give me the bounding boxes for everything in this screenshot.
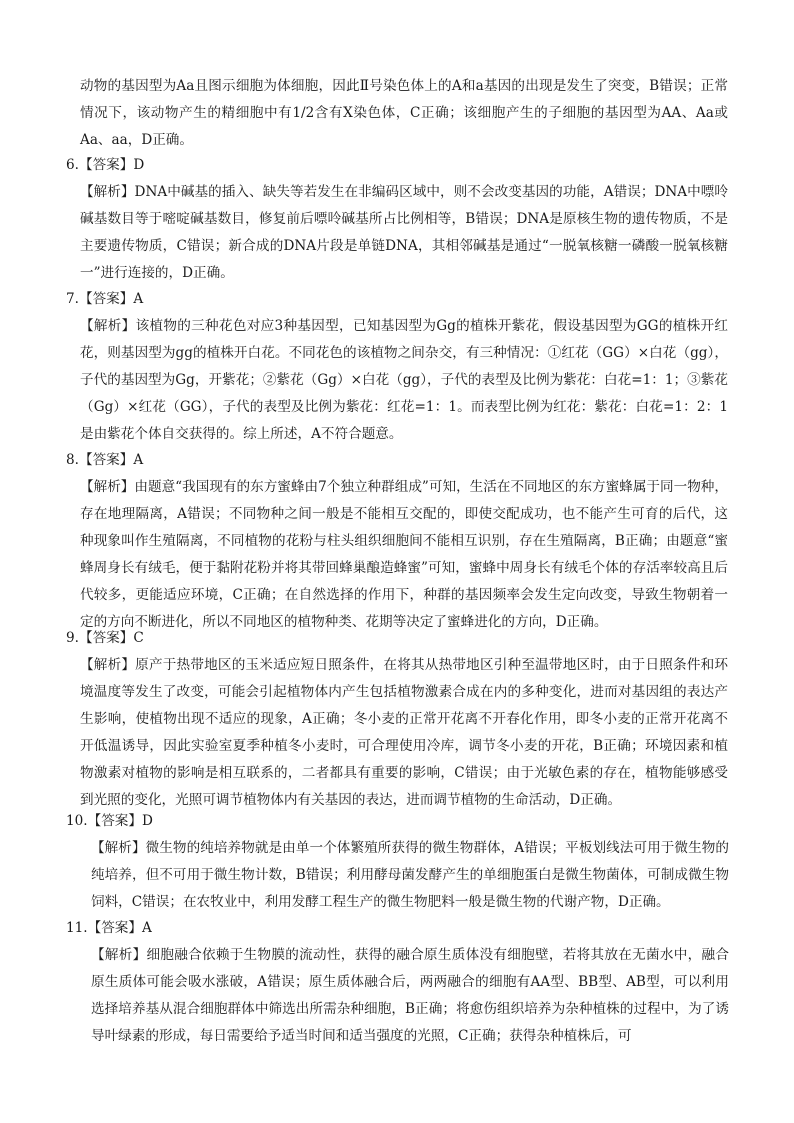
answer-10: 10.【答案】D (66, 813, 153, 829)
answer-6: 6.【答案】D (66, 157, 145, 173)
answer-8: 8.【答案】A (66, 452, 144, 468)
analysis-7: 【解析】该植物的三种花色对应3种基因型，已知基因型为Gg的植株开紫花，假设基因型为GG的植株开红花，则基因型为gg的植株开白花。不同花色的该植物之间杂交，有三种情况：①红花（GG）×白花（gg），子代的基因型为Gg，开紫花；②紫花（Gg）×白花（gg），子代的表型及比例为紫花：白花=1：1；③紫花（Gg）×红花（GG），子代的表型及比例为紫花：红花=1：1。而表型比例为红花：紫花：白花=1：2：1是由紫花个体自交获得的。综上所述，A不符合题意。 (80, 318, 728, 442)
answer-11: 11.【答案】A (66, 920, 152, 936)
analysis-11: 【解析】细胞融合依赖于生物膜的流动性，获得的融合原生质体没有细胞壁，若将其放在无菌水中，融合原生质体可能会吸水涨破，A错误；原生质体融合后，两两融合的细胞有AA型、BB型、AB型，可以利用选择培养基从混合细胞群体中筛选出所需杂种细胞，B正确；将愈伤组织培养为杂种植株的过程中，为了诱导叶绿素的形成，每日需要给予适当时间和适当强度的光照，C正确；获得杂种植株后，可 (91, 947, 729, 1044)
analysis-6: 【解析】DNA中碱基的插入、缺失等若发生在非编码区域中，则不会改变基因的功能，A错误；DNA中嘌呤碱基数目等于嘧啶碱基数目，修复前后嘌呤碱基所占比例相等，B错误；DNA是原核生物的遗传物质，不是主要遗传物质，C错误；新合成的DNA片段是单链DNA，其相邻碱基是通过“一脱氧核糖一磷酸一脱氧核糖一”进行连接的，D正确。 (80, 184, 728, 281)
analysis-9: 【解析】原产于热带地区的玉米适应短日照条件，在将其从热带地区引种至温带地区时，由于日照条件和环境温度等发生了改变，可能会引起植物体内产生包括植物激素合成在内的多种变化，进而对基因组的表达产生影响，使植物出现不适应的现象，A正确；冬小麦的正常开花离不开春化作用，即冬小麦的正常开花离不开低温诱导，因此实验室夏季种植冬小麦时，可合理使用冷库，调节冬小麦的开花，B正确；环境因素和植物激素对植物的影响是相互联系的，二者都具有重要的影响，C错误；由于光敏色素的存在，植物能够感受到光照的变化，光照可调节植物体内有关基因的表达，进而调节植物的生命活动，D正确。 (80, 657, 728, 808)
continued-analysis: 动物的基因型为Aa且图示细胞为体细胞，因此Ⅱ号染色体上的A和a基因的出现是发生了突变，B错误；正常情况下，该动物产生的精细胞中有1/2含有X染色体，C正确；该细胞产生的子细胞的基因型为AA、Aa或Aa、aa，D正确。 (80, 78, 728, 148)
analysis-10: 【解析】微生物的纯培养物就是由单一个体繁殖所获得的微生物群体，A错误；平板划线法可用于微生物的纯培养，但不可用于微生物计数，B错误；利用酵母菌发酵产生的单细胞蛋白是微生物菌体，可制成微生物饲料，C错误；在农牧业中，利用发酵工程生产的微生物肥料一般是微生物的代谢产物，D正确。 (91, 840, 729, 910)
answer-9: 9.【答案】C (66, 630, 144, 646)
analysis-8: 【解析】由题意“我国现有的东方蜜蜂由7个独立种群组成”可知，生活在不同地区的东方蜜蜂属于同一物种，存在地理隔离，A错误；不同物种之间一般是不能相互交配的，即使交配成功，也不能产生可育的后代，这种现象叫作生殖隔离，不同植物的花粉与柱头组织细胞间不能相互识别，存在生殖隔离，B正确；由题意“蜜蜂周身长有绒毛，便于黏附花粉并将其带回蜂巢酿造蜂蜜”可知，蜜蜂中周身长有绒毛个体的存活率较高且后代较多，更能适应环境，C正确；在自然选择的作用下，种群的基因频率会发生定向改变，导致生物朝着一定的方向不断进化，所以不同地区的植物种类、花期等决定了蜜蜂进化的方向，D正确。 (80, 479, 728, 630)
answer-7: 7.【答案】A (66, 291, 144, 307)
